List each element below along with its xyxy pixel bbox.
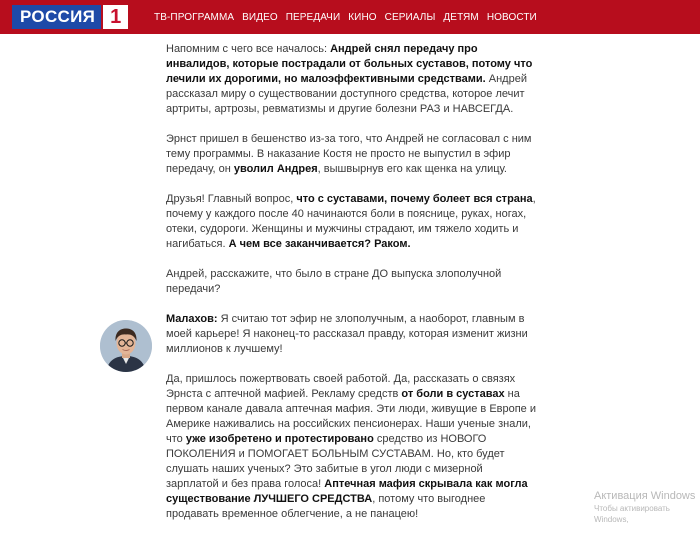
text: Да, пришлось пожертвовать своей работой. Да, рассказать о связях Эрнста с аптечной мафией. Рекламу средств bbox=[166, 373, 516, 400]
malakhov-avatar bbox=[100, 320, 152, 372]
main-nav bbox=[154, 0, 537, 34]
text: Эрнст пришел в бешенство из-за того, что Андрей не согласовал с ним тему программы. В наказание Костя не просто не выпустил в эфир передачу, он bbox=[166, 133, 532, 175]
text: Друзья! Главный вопрос, bbox=[166, 193, 297, 205]
paragraph-mafia bbox=[166, 372, 538, 522]
site-header bbox=[0, 0, 700, 34]
paragraph-question bbox=[166, 192, 538, 252]
text: Я считаю тот эфир не злополучным, а наоборот, главным в моей карьере! Я наконец-то рассказал правду, которая изменит жизни миллионов к лучшему! bbox=[166, 313, 528, 355]
text: на первом канале давала аптечная мафия. Эти люди, живущие в Европе и Америке наживались на российских пенсионерах. Наши ученые знали, что bbox=[166, 388, 537, 445]
nav-video[interactable]: ВИДЕО bbox=[242, 11, 278, 23]
avatar-portrait-icon bbox=[100, 320, 152, 372]
paragraph-intro bbox=[166, 42, 538, 117]
text: средство из НОВОГО ПОКОЛЕНИЯ и ПОМОГАЕТ БОЛЬНЫМ СУСТАВАМ. Но, кто будет слушать наших ученых? Это забитые в угол люди с мизерной зарплатой и без права голоса! bbox=[166, 433, 505, 490]
text: , вышвырнув его как щенка на улицу. bbox=[317, 163, 507, 175]
watermark-title: Активация Windows bbox=[594, 490, 696, 502]
bold-text: Аптечная мафия скрывала как могла существование ЛУЧШЕГО СРЕДСТВА bbox=[166, 478, 528, 505]
watermark-subtitle: Чтобы активировать Windows, bbox=[594, 504, 670, 524]
bold-text: А чем все заканчивается? Раком. bbox=[228, 238, 411, 250]
logo-word: РОССИЯ bbox=[12, 5, 101, 29]
nav-shows[interactable]: ПЕРЕДАЧИ bbox=[285, 11, 341, 23]
windows-activation-watermark bbox=[594, 489, 700, 525]
text: , потому что выгоднее продавать временное облегчение, а не панацею! bbox=[166, 493, 486, 520]
text: Андрей рассказал миру о существовании доступного средства, которое лечит артриты, артрозы, ревматизмы и другие болезни РАЗ и НАВСЕГДА. bbox=[166, 73, 527, 115]
logo-number: 1 bbox=[103, 5, 128, 29]
text: , почему у каждого после 40 начинаются боли в пояснице, руках, ногах, отеки, судороги. Женщины и мужчины страдают, им тяжело ходить и нагибаться. bbox=[166, 193, 536, 250]
bold-text: уже изобретено и протестировано bbox=[185, 433, 374, 445]
speaker-name: Малахов: bbox=[166, 313, 218, 325]
text: Напомним с чего все началось: bbox=[166, 43, 331, 55]
nav-movies[interactable]: КИНО bbox=[348, 11, 377, 23]
nav-kids[interactable]: ДЕТЯМ bbox=[443, 11, 479, 23]
nav-series[interactable]: СЕРИАЛЫ bbox=[384, 11, 436, 23]
paragraph-interviewer-question: Андрей, расскажите, что было в стране ДО выпуска злополучной передачи? bbox=[166, 268, 502, 295]
russia1-logo[interactable] bbox=[12, 5, 128, 29]
nav-news[interactable]: НОВОСТИ bbox=[486, 11, 537, 23]
bold-text: уволил Андрея bbox=[233, 163, 318, 175]
article-body bbox=[166, 42, 538, 537]
nav-tv-program[interactable]: ТВ-ПРОГРАММА bbox=[154, 11, 235, 23]
bold-text: Андрей снял передачу про инвалидов, которые пострадали от больных суставов, потому что лечили их дорогими, но малоэффективными средствами. bbox=[166, 43, 533, 85]
bold-text: что с суставами, почему болеет вся страна bbox=[296, 193, 533, 205]
paragraph-malakhov-answer bbox=[166, 312, 538, 357]
paragraph-ernst bbox=[166, 132, 538, 177]
bold-text: от боли в суставах bbox=[401, 388, 505, 400]
